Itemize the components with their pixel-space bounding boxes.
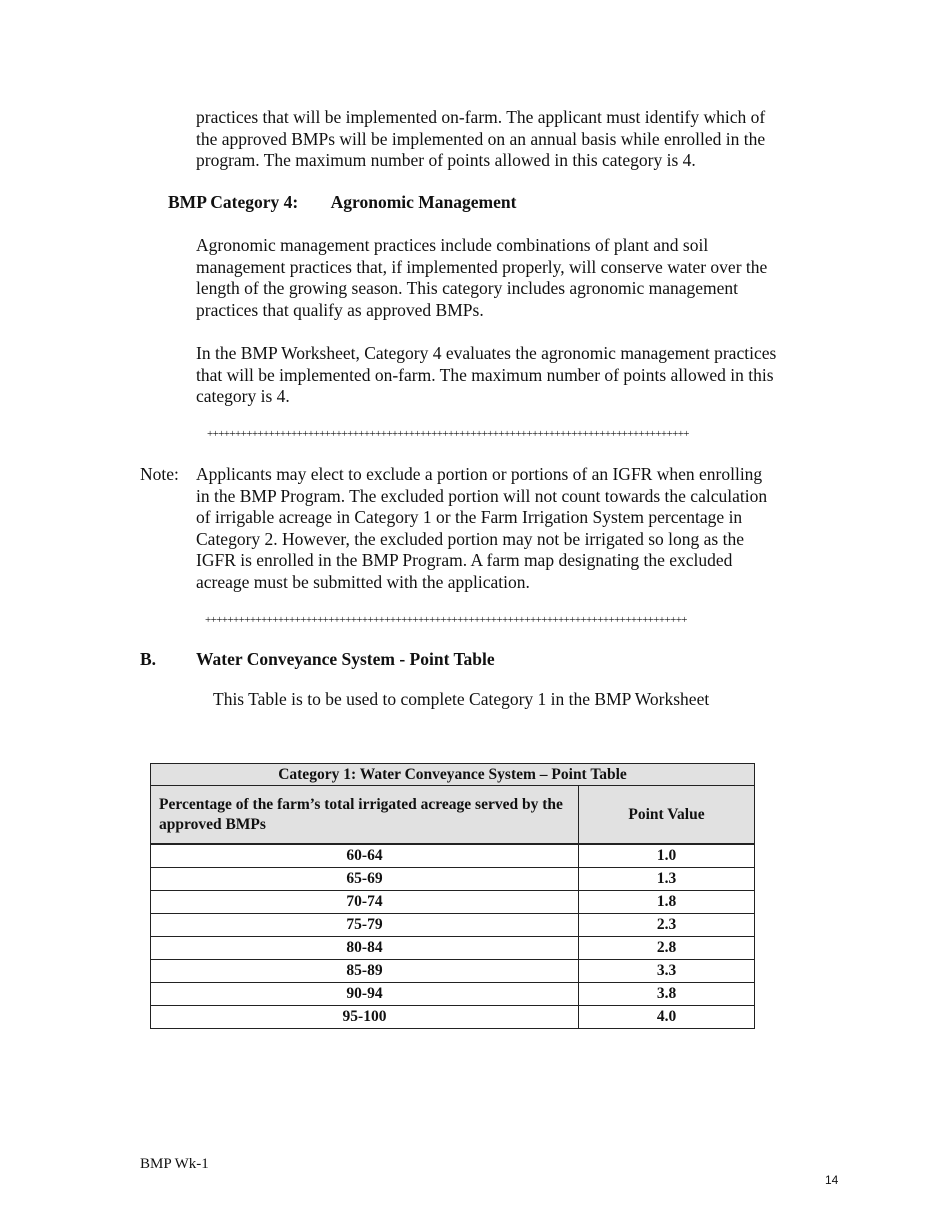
text-line: length of the growing season. This category includes agronomic management bbox=[196, 278, 739, 298]
section-letter: B. bbox=[140, 649, 157, 669]
text-line: practices that qualify as approved BMPs. bbox=[196, 299, 484, 320]
table-header-row bbox=[151, 786, 755, 845]
column-header-percentage: Percentage of the farm’s total irrigated acreage served by the approved BMPs bbox=[151, 786, 579, 845]
text-line: practices that will be implemented on-farm. The applicant must identify which of bbox=[196, 107, 766, 127]
range-cell: 65-69 bbox=[151, 868, 579, 891]
range-cell: 60-64 bbox=[151, 844, 579, 868]
points-cell: 1.0 bbox=[579, 844, 755, 868]
points-cell: 2.3 bbox=[579, 914, 755, 937]
separator-line: ++++++++++++++++++++++++++++++++++++++++++++++++++++++++++++++++++++++++++++++++++++++ bbox=[205, 614, 687, 626]
note-block bbox=[140, 464, 896, 593]
separator-line: ++++++++++++++++++++++++++++++++++++++++++++++++++++++++++++++++++++++++++++++++++++++ bbox=[207, 428, 689, 440]
points-cell: 4.0 bbox=[579, 1006, 755, 1029]
text-line: IGFR is enrolled in the BMP Program. A farm map designating the excluded bbox=[196, 550, 733, 570]
table-title: Category 1: Water Conveyance System – Point Table bbox=[151, 764, 755, 786]
table-row bbox=[151, 960, 755, 983]
range-cell: 85-89 bbox=[151, 960, 579, 983]
table-row bbox=[151, 844, 755, 868]
table-instruction: This Table is to be used to complete Category 1 in the BMP Worksheet bbox=[213, 689, 710, 709]
table-row bbox=[151, 914, 755, 937]
text-line: of irrigable acreage in Category 1 or the Farm Irrigation System percentage in bbox=[196, 507, 743, 527]
category-4-paragraph-2 bbox=[196, 343, 776, 408]
text-line: category is 4. bbox=[196, 386, 290, 406]
intro-paragraph bbox=[196, 107, 765, 172]
table-row bbox=[151, 937, 755, 960]
text-line: In the BMP Worksheet, Category 4 evaluates the agronomic management practices bbox=[196, 343, 777, 363]
text-line: that will be implemented on-farm. The maximum number of points allowed in this bbox=[196, 364, 774, 385]
category-title: Agronomic Management bbox=[330, 192, 517, 212]
category-4-paragraph-1 bbox=[196, 235, 767, 321]
section-b-heading bbox=[140, 649, 495, 670]
text-line: acreage must be submitted with the application. bbox=[196, 571, 530, 592]
text-line: Agronomic management practices include combinations of plant and soil bbox=[196, 235, 709, 255]
table-title-row bbox=[151, 764, 755, 786]
category-label: BMP Category 4: bbox=[168, 192, 299, 212]
points-cell: 3.8 bbox=[579, 983, 755, 1006]
footer-doc-id: BMP Wk-1 bbox=[140, 1156, 209, 1172]
text-line: Applicants may elect to exclude a portion or portions of an IGFR when enrolling bbox=[196, 464, 763, 484]
text-line: the approved BMPs will be implemented on an annual basis while enrolled in the bbox=[196, 128, 766, 149]
range-cell: 75-79 bbox=[151, 914, 579, 937]
table-row bbox=[151, 983, 755, 1006]
point-table bbox=[150, 763, 755, 1029]
range-cell: 90-94 bbox=[151, 983, 579, 1006]
note-label: Note: bbox=[140, 464, 179, 484]
range-cell: 70-74 bbox=[151, 891, 579, 914]
table-row bbox=[151, 868, 755, 891]
points-cell: 1.8 bbox=[579, 891, 755, 914]
table-row bbox=[151, 891, 755, 914]
text-line: Category 2. However, the excluded portion may not be irrigated so long as the bbox=[196, 528, 744, 549]
range-cell: 95-100 bbox=[151, 1006, 579, 1029]
range-cell: 80-84 bbox=[151, 937, 579, 960]
table-row bbox=[151, 1006, 755, 1029]
category-4-heading bbox=[168, 192, 516, 213]
points-cell: 2.8 bbox=[579, 937, 755, 960]
points-cell: 3.3 bbox=[579, 960, 755, 983]
section-title: Water Conveyance System - Point Table bbox=[196, 649, 495, 669]
text-line: program. The maximum number of points allowed in this category is 4. bbox=[196, 150, 696, 170]
text-line: in the BMP Program. The excluded portion will not count towards the calculation bbox=[196, 485, 768, 506]
text-line: management practices that, if implemented properly, will conserve water over the bbox=[196, 256, 768, 277]
column-header-point-value: Point Value bbox=[579, 786, 755, 845]
page-number: 14 bbox=[825, 1173, 839, 1187]
points-cell: 1.3 bbox=[579, 868, 755, 891]
